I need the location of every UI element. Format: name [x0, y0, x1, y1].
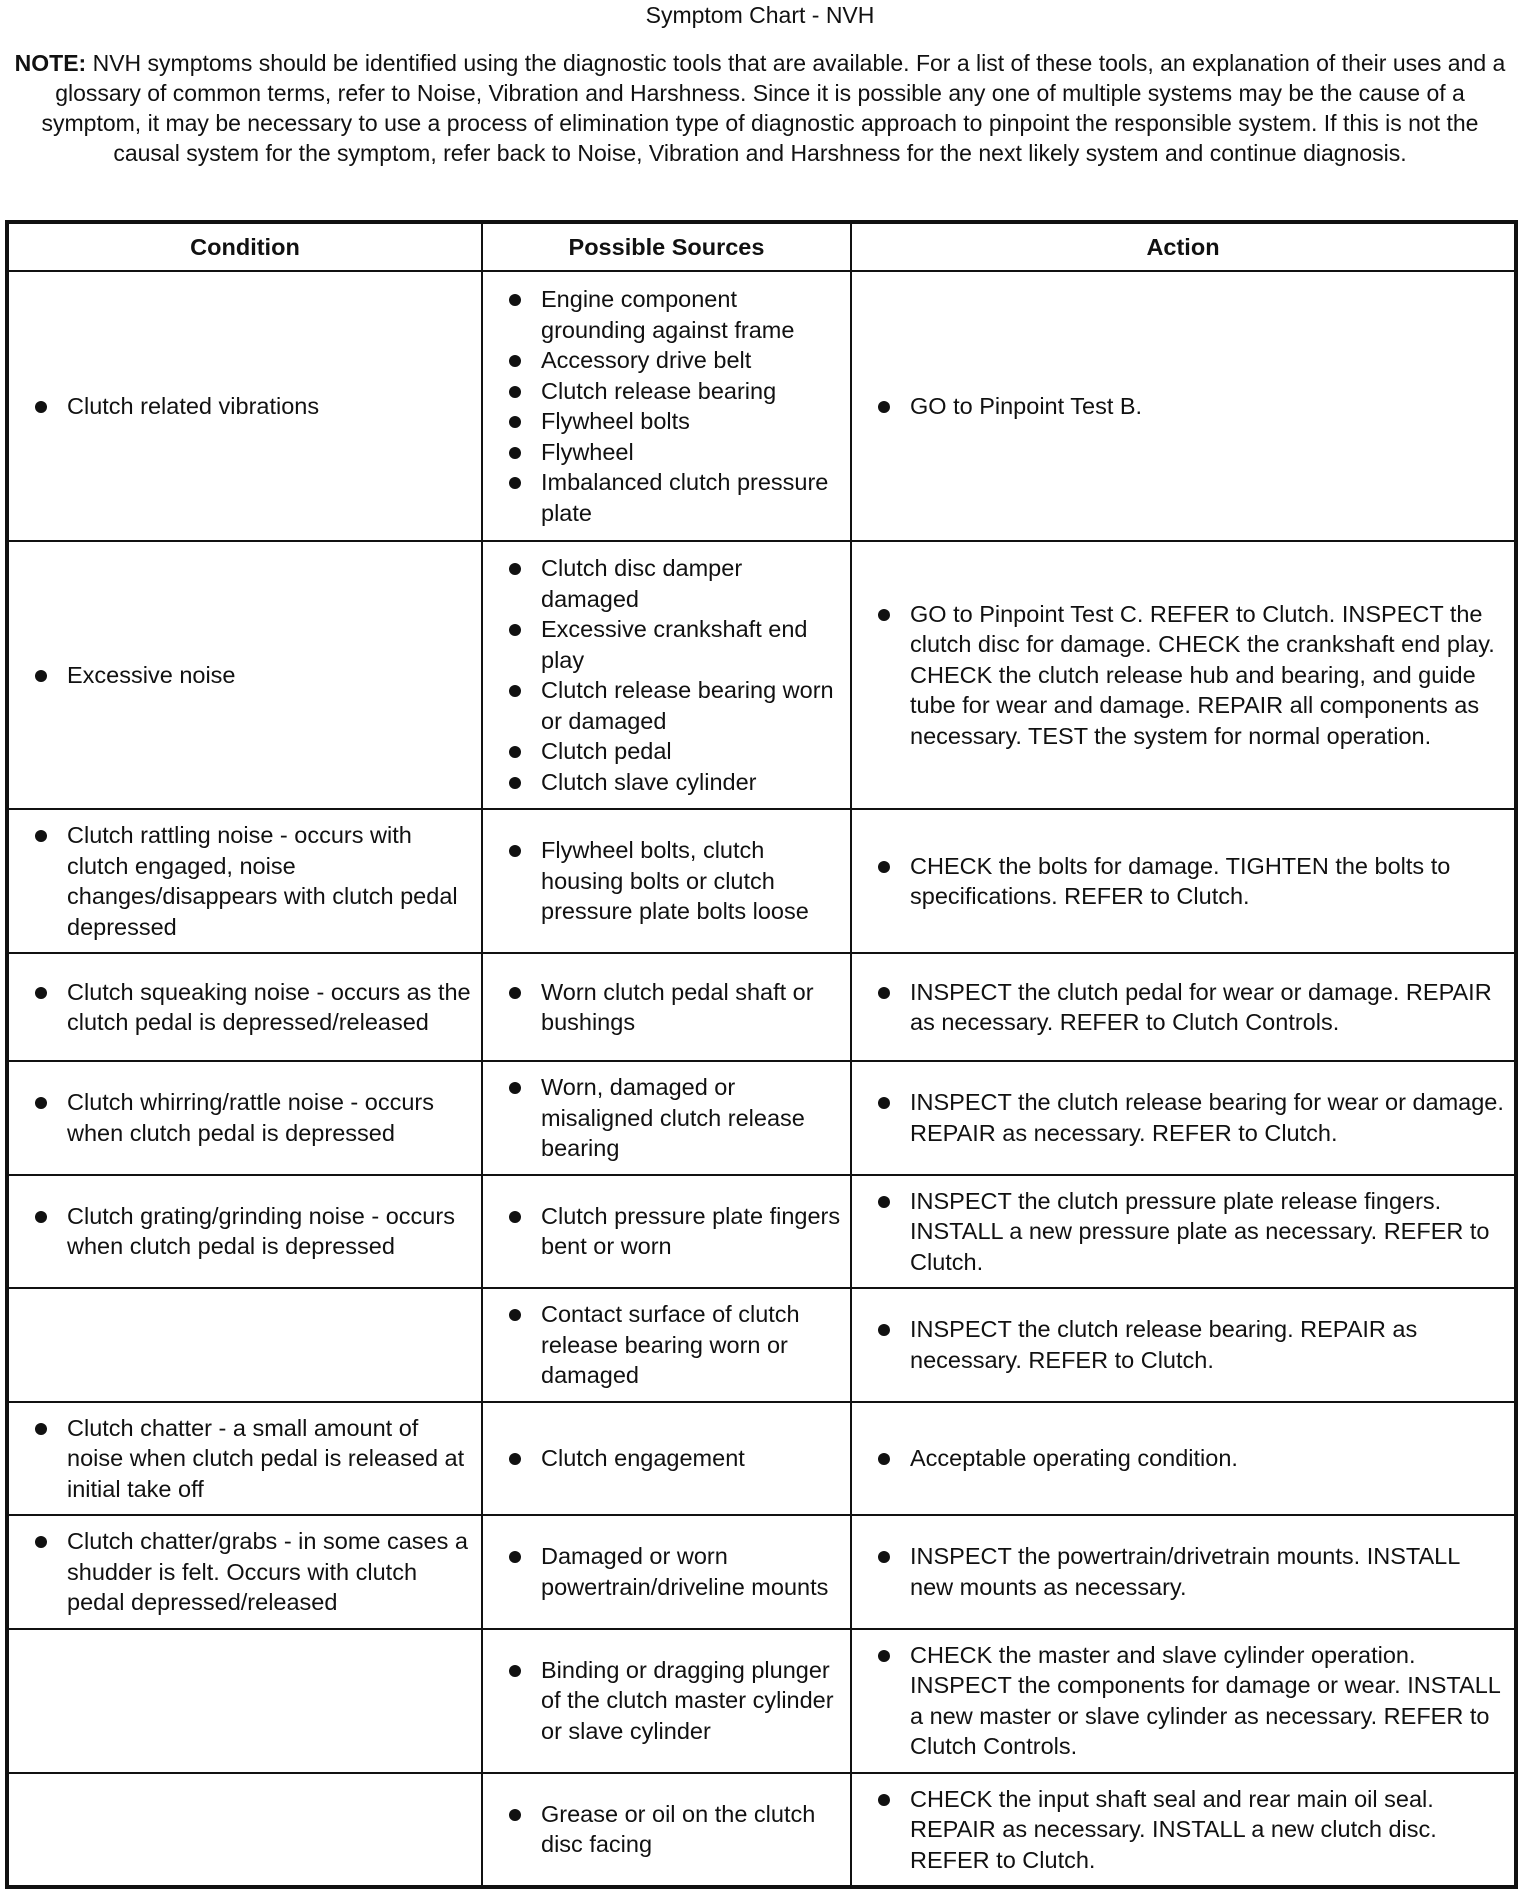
action-text: GO to Pinpoint Test B. — [874, 391, 1506, 422]
sources-cell — [482, 1288, 851, 1402]
condition-cell — [7, 271, 482, 541]
table-row — [7, 809, 1516, 953]
action-cell — [851, 1175, 1516, 1289]
action-cell — [851, 541, 1516, 809]
action-text: INSPECT the clutch pedal for wear or damage. REPAIR as necessary. REFER to Clutch Controls. — [874, 977, 1506, 1038]
header-possible-sources: Possible Sources — [482, 222, 851, 271]
table-row — [7, 271, 1516, 541]
symptom-table — [5, 220, 1518, 1889]
action-cell — [851, 953, 1516, 1061]
sources-cell — [482, 1773, 851, 1888]
condition-text: Clutch squeaking noise - occurs as the clutch pedal is depressed/released — [31, 977, 473, 1038]
source-item: Flywheel — [505, 437, 842, 468]
condition-cell — [7, 1402, 482, 1516]
action-text: INSPECT the clutch release bearing for wear or damage. REPAIR as necessary. REFER to Clutch. — [874, 1087, 1506, 1148]
action-list — [874, 391, 1506, 422]
header-action: Action — [851, 222, 1516, 271]
action-text: Acceptable operating condition. — [874, 1443, 1506, 1474]
note-paragraph — [8, 48, 1512, 168]
condition-list — [31, 977, 473, 1038]
condition-cell — [7, 541, 482, 809]
table-header-row — [7, 222, 1516, 271]
condition-text: Clutch grating/grinding noise - occurs when clutch pedal is depressed — [31, 1201, 473, 1262]
source-item: Clutch release bearing worn or damaged — [505, 675, 842, 736]
action-text: INSPECT the clutch release bearing. REPAIR as necessary. REFER to Clutch. — [874, 1314, 1506, 1375]
note-label: NOTE: — [14, 50, 87, 76]
source-item: Excessive crankshaft end play — [505, 614, 842, 675]
sources-cell — [482, 1175, 851, 1289]
action-text: INSPECT the clutch pressure plate release fingers. INSTALL a new pressure plate as necessary. REFER to Clutch. — [874, 1186, 1506, 1278]
condition-cell — [7, 953, 482, 1061]
source-item: Flywheel bolts — [505, 406, 842, 437]
header-condition: Condition — [7, 222, 482, 271]
source-item-list — [505, 1072, 842, 1164]
table-row — [7, 1629, 1516, 1773]
source-item-list — [505, 1201, 842, 1262]
action-list — [874, 851, 1506, 912]
action-list — [874, 1640, 1506, 1762]
source-item: Worn clutch pedal shaft or bushings — [505, 977, 842, 1038]
source-item: Engine component grounding against frame — [505, 284, 842, 345]
source-item: Clutch release bearing — [505, 376, 842, 407]
condition-text: Clutch rattling noise - occurs with clutch engaged, noise changes/disappears with clutch pedal depressed — [31, 820, 473, 942]
source-item-list — [505, 1655, 842, 1747]
condition-text: Excessive noise — [31, 660, 473, 691]
source-item: Clutch disc damper damaged — [505, 553, 842, 614]
source-item: Clutch pedal — [505, 736, 842, 767]
source-item: Accessory drive belt — [505, 345, 842, 376]
action-cell — [851, 271, 1516, 541]
source-item-list — [505, 835, 842, 927]
condition-list — [31, 1413, 473, 1505]
action-text: GO to Pinpoint Test C. REFER to Clutch. INSPECT the clutch disc for damage. CHECK the crankshaft end play. CHECK the clutch release hub and bearing, and guide tube for wear and damage. REPAIR all components as necessary. TEST the system for normal operation. — [874, 599, 1506, 752]
sources-cell — [482, 953, 851, 1061]
table-row — [7, 1175, 1516, 1289]
source-item-list — [505, 1541, 842, 1602]
table-row — [7, 1402, 1516, 1516]
source-item: Clutch engagement — [505, 1443, 842, 1474]
action-cell — [851, 809, 1516, 953]
sources-cell — [482, 1061, 851, 1175]
action-list — [874, 1087, 1506, 1148]
source-item-list — [505, 284, 842, 528]
condition-cell — [7, 1515, 482, 1629]
table-row — [7, 1288, 1516, 1402]
action-text: CHECK the master and slave cylinder operation. INSPECT the components for damage or wear. INSTALL a new master or slave cylinder as necessary. REFER to Clutch Controls. — [874, 1640, 1506, 1762]
source-item: Damaged or worn powertrain/driveline mounts — [505, 1541, 842, 1602]
condition-list — [31, 1201, 473, 1262]
sources-cell — [482, 1629, 851, 1773]
action-list — [874, 1541, 1506, 1602]
action-cell — [851, 1288, 1516, 1402]
source-item-list — [505, 1799, 842, 1860]
sources-cell — [482, 809, 851, 953]
source-item: Imbalanced clutch pressure plate — [505, 467, 842, 528]
source-item-list — [505, 977, 842, 1038]
source-item-list — [505, 1299, 842, 1391]
table-row — [7, 1515, 1516, 1629]
condition-cell — [7, 1175, 482, 1289]
source-item-list — [505, 1443, 842, 1474]
action-text: INSPECT the powertrain/drivetrain mounts. INSTALL new mounts as necessary. — [874, 1541, 1506, 1602]
condition-text: Clutch related vibrations — [31, 391, 473, 422]
condition-cell — [7, 1629, 482, 1773]
action-cell — [851, 1773, 1516, 1888]
condition-list — [31, 391, 473, 422]
source-item-list — [505, 553, 842, 797]
condition-cell — [7, 1288, 482, 1402]
condition-list — [31, 660, 473, 691]
source-item: Grease or oil on the clutch disc facing — [505, 1799, 842, 1860]
action-cell — [851, 1515, 1516, 1629]
note-text: NVH symptoms should be identified using the diagnostic tools that are available. For a list of these tools, an explanation of their uses and a glossary of common terms, refer to Noise, Vibration and Harshness. Since it is possible any one of multiple systems may be the cause of a symptom, it may be necessary to use a process of elimination type of diagnostic approach to pinpoint the responsible system. If this is not the causal system for the symptom, refer back to Noise, Vibration and Harshness for the next likely system and continue diagnosis. — [41, 50, 1506, 166]
action-list — [874, 1784, 1506, 1876]
source-item: Contact surface of clutch release bearing worn or damaged — [505, 1299, 842, 1391]
condition-cell — [7, 1773, 482, 1888]
source-item: Binding or dragging plunger of the clutch master cylinder or slave cylinder — [505, 1655, 842, 1747]
sources-cell — [482, 271, 851, 541]
action-list — [874, 599, 1506, 752]
condition-list — [31, 1526, 473, 1618]
page-title: Symptom Chart - NVH — [645, 2, 875, 28]
sources-cell — [482, 541, 851, 809]
sources-cell — [482, 1402, 851, 1516]
source-item: Clutch pressure plate fingers bent or worn — [505, 1201, 842, 1262]
action-list — [874, 977, 1506, 1038]
table-row — [7, 1773, 1516, 1888]
action-text: CHECK the input shaft seal and rear main oil seal. REPAIR as necessary. INSTALL a new clutch disc. REFER to Clutch. — [874, 1784, 1506, 1876]
action-list — [874, 1186, 1506, 1278]
condition-text: Clutch whirring/rattle noise - occurs when clutch pedal is depressed — [31, 1087, 473, 1148]
table-row — [7, 1061, 1516, 1175]
condition-text: Clutch chatter - a small amount of noise when clutch pedal is released at initial take off — [31, 1413, 473, 1505]
table-body — [7, 271, 1516, 1887]
condition-cell — [7, 809, 482, 953]
action-cell — [851, 1402, 1516, 1516]
condition-text: Clutch chatter/grabs - in some cases a shudder is felt. Occurs with clutch pedal depressed/released — [31, 1526, 473, 1618]
action-list — [874, 1443, 1506, 1474]
source-item: Clutch slave cylinder — [505, 767, 842, 798]
action-cell — [851, 1061, 1516, 1175]
action-text: CHECK the bolts for damage. TIGHTEN the bolts to specifications. REFER to Clutch. — [874, 851, 1506, 912]
source-item: Flywheel bolts, clutch housing bolts or clutch pressure plate bolts loose — [505, 835, 842, 927]
condition-list — [31, 820, 473, 942]
action-list — [874, 1314, 1506, 1375]
source-item: Worn, damaged or misaligned clutch release bearing — [505, 1072, 842, 1164]
table-row — [7, 953, 1516, 1061]
action-cell — [851, 1629, 1516, 1773]
sources-cell — [482, 1515, 851, 1629]
condition-cell — [7, 1061, 482, 1175]
condition-list — [31, 1087, 473, 1148]
table-row — [7, 541, 1516, 809]
